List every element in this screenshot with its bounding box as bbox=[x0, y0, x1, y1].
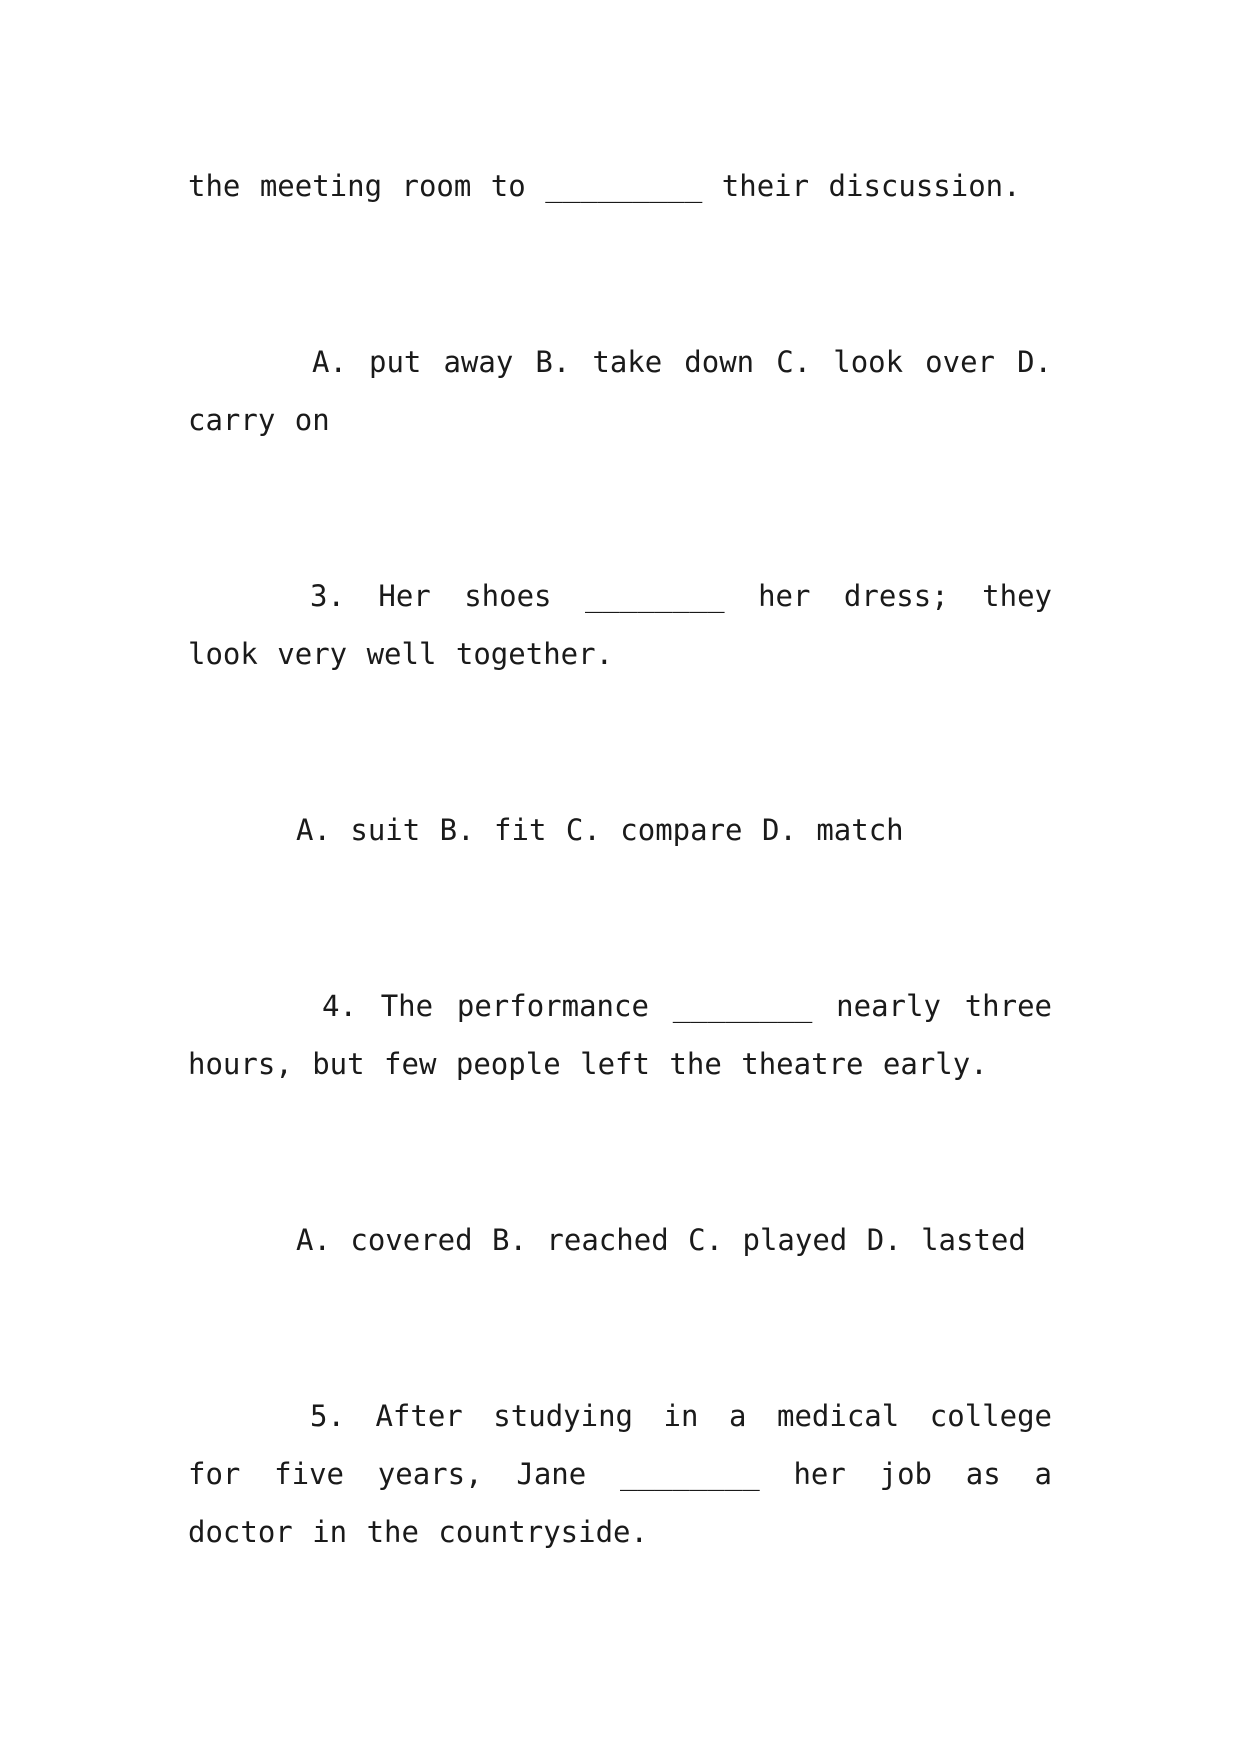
question-4-stem: 4. The performance ________ nearly three hours, but few people left the theatre early. bbox=[188, 989, 1052, 1081]
question-3-stem: 3. Her shoes ________ her dress; they look very well together. bbox=[188, 579, 1052, 671]
question-2-continuation: the meeting room to _________ their discussion. bbox=[188, 169, 1021, 203]
question-4-options: A. covered B. reached C. played D. lasted bbox=[296, 1223, 1026, 1257]
question-5-stem: 5. After studying in a medical college for five years, Jane ________ her job as a doctor in the countryside. bbox=[188, 1399, 1052, 1549]
question-3-options: A. suit B. fit C. compare D. match bbox=[296, 813, 904, 847]
question-2-options: A. put away B. take down C. look over D. carry on bbox=[188, 345, 1052, 437]
